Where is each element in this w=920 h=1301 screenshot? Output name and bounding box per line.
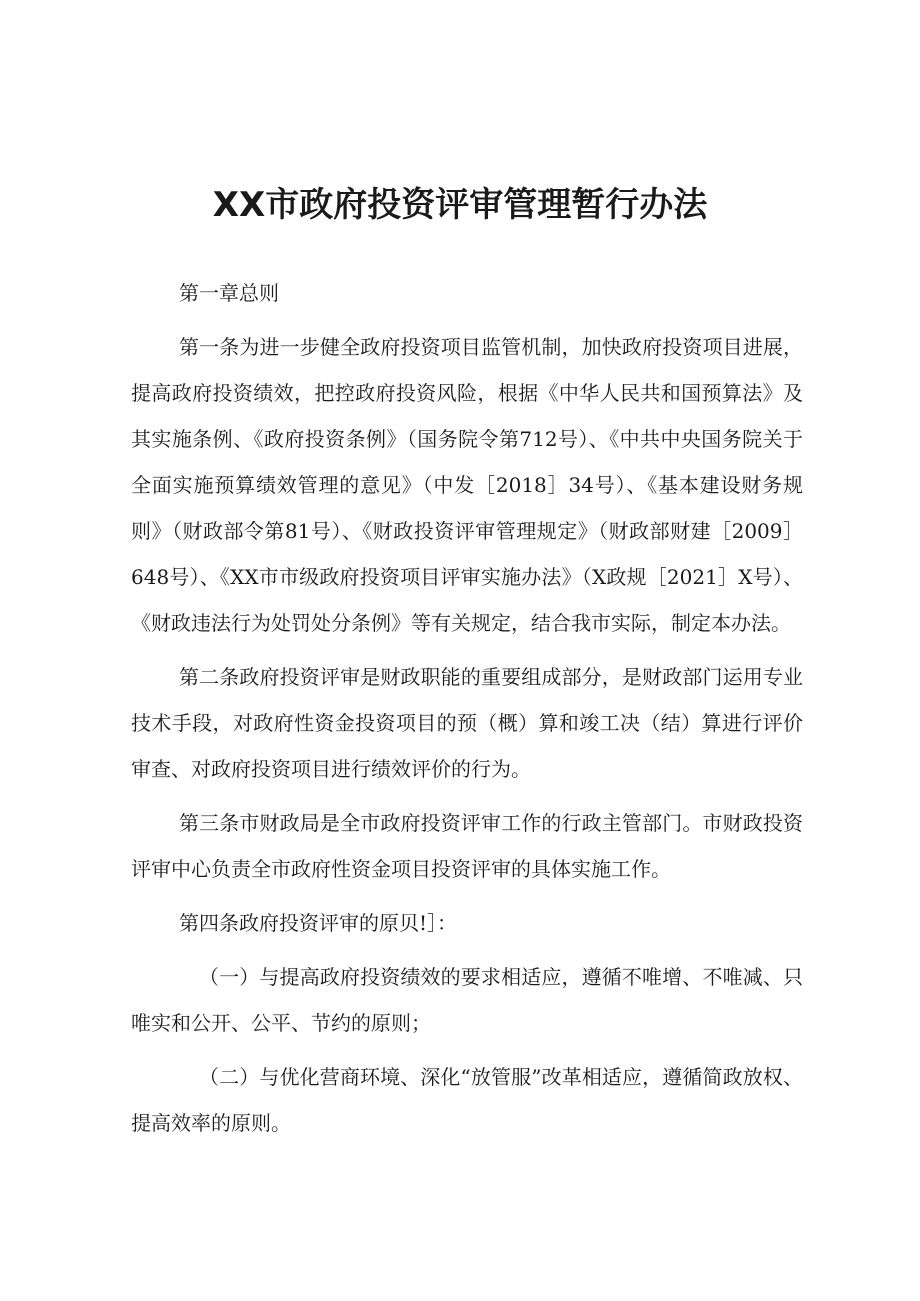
document-body [131, 270, 803, 1146]
article-1: 第一条为进一步健全政府投资项目监管机制，加快政府投资项目进展，提高政府投资绩效，把控政府投资风险，根据《中华人民共和国预算法》及其实施条例、《政府投资条例》（国务院令第712号）、《中共中央国务院关于全面实施预算绩效管理的意见》（中发［2018］34号）、《基本建设财务规则》（财政部令第81号）、《财政投资评审管理规定》（财政部财建［2009］648号）、《XX市市级政府投资项目评审实施办法》（X政规［2021］X号）、《财政违法行为处罚处分条例》等有关规定，结合我市实际，制定本办法。 [131, 335, 803, 635]
article-4: 第四条政府投资评审的原贝!］： [179, 911, 458, 935]
chapter-heading: 第一章总则 [179, 281, 279, 305]
article-2: 第二条政府投资评审是财政职能的重要组成部分，是财政部门运用专业技术手段，对政府性资金投资项目的预（概）算和竣工决（结）算进行评价审查、对政府投资项目进行绩效评价的行为。 [131, 665, 803, 781]
article-3: 第三条市财政局是全市政府投资评审工作的行政主管部门。市财政投资评审中心负责全市政府性资金项目投资评审的具体实施工作。 [131, 811, 803, 881]
principle-item-1: （一）与提高政府投资绩效的要求相适应，遵循不唯增、不唯减、只唯实和公开、公平、节约的原则； [131, 965, 803, 1035]
principle-item-2: （二）与优化营商环境、深化“放管服”改革相适应，遵循简政放权、提高效率的原则。 [131, 1065, 803, 1135]
document-title: XX市政府投资评审管理暂行办法 [212, 185, 708, 225]
